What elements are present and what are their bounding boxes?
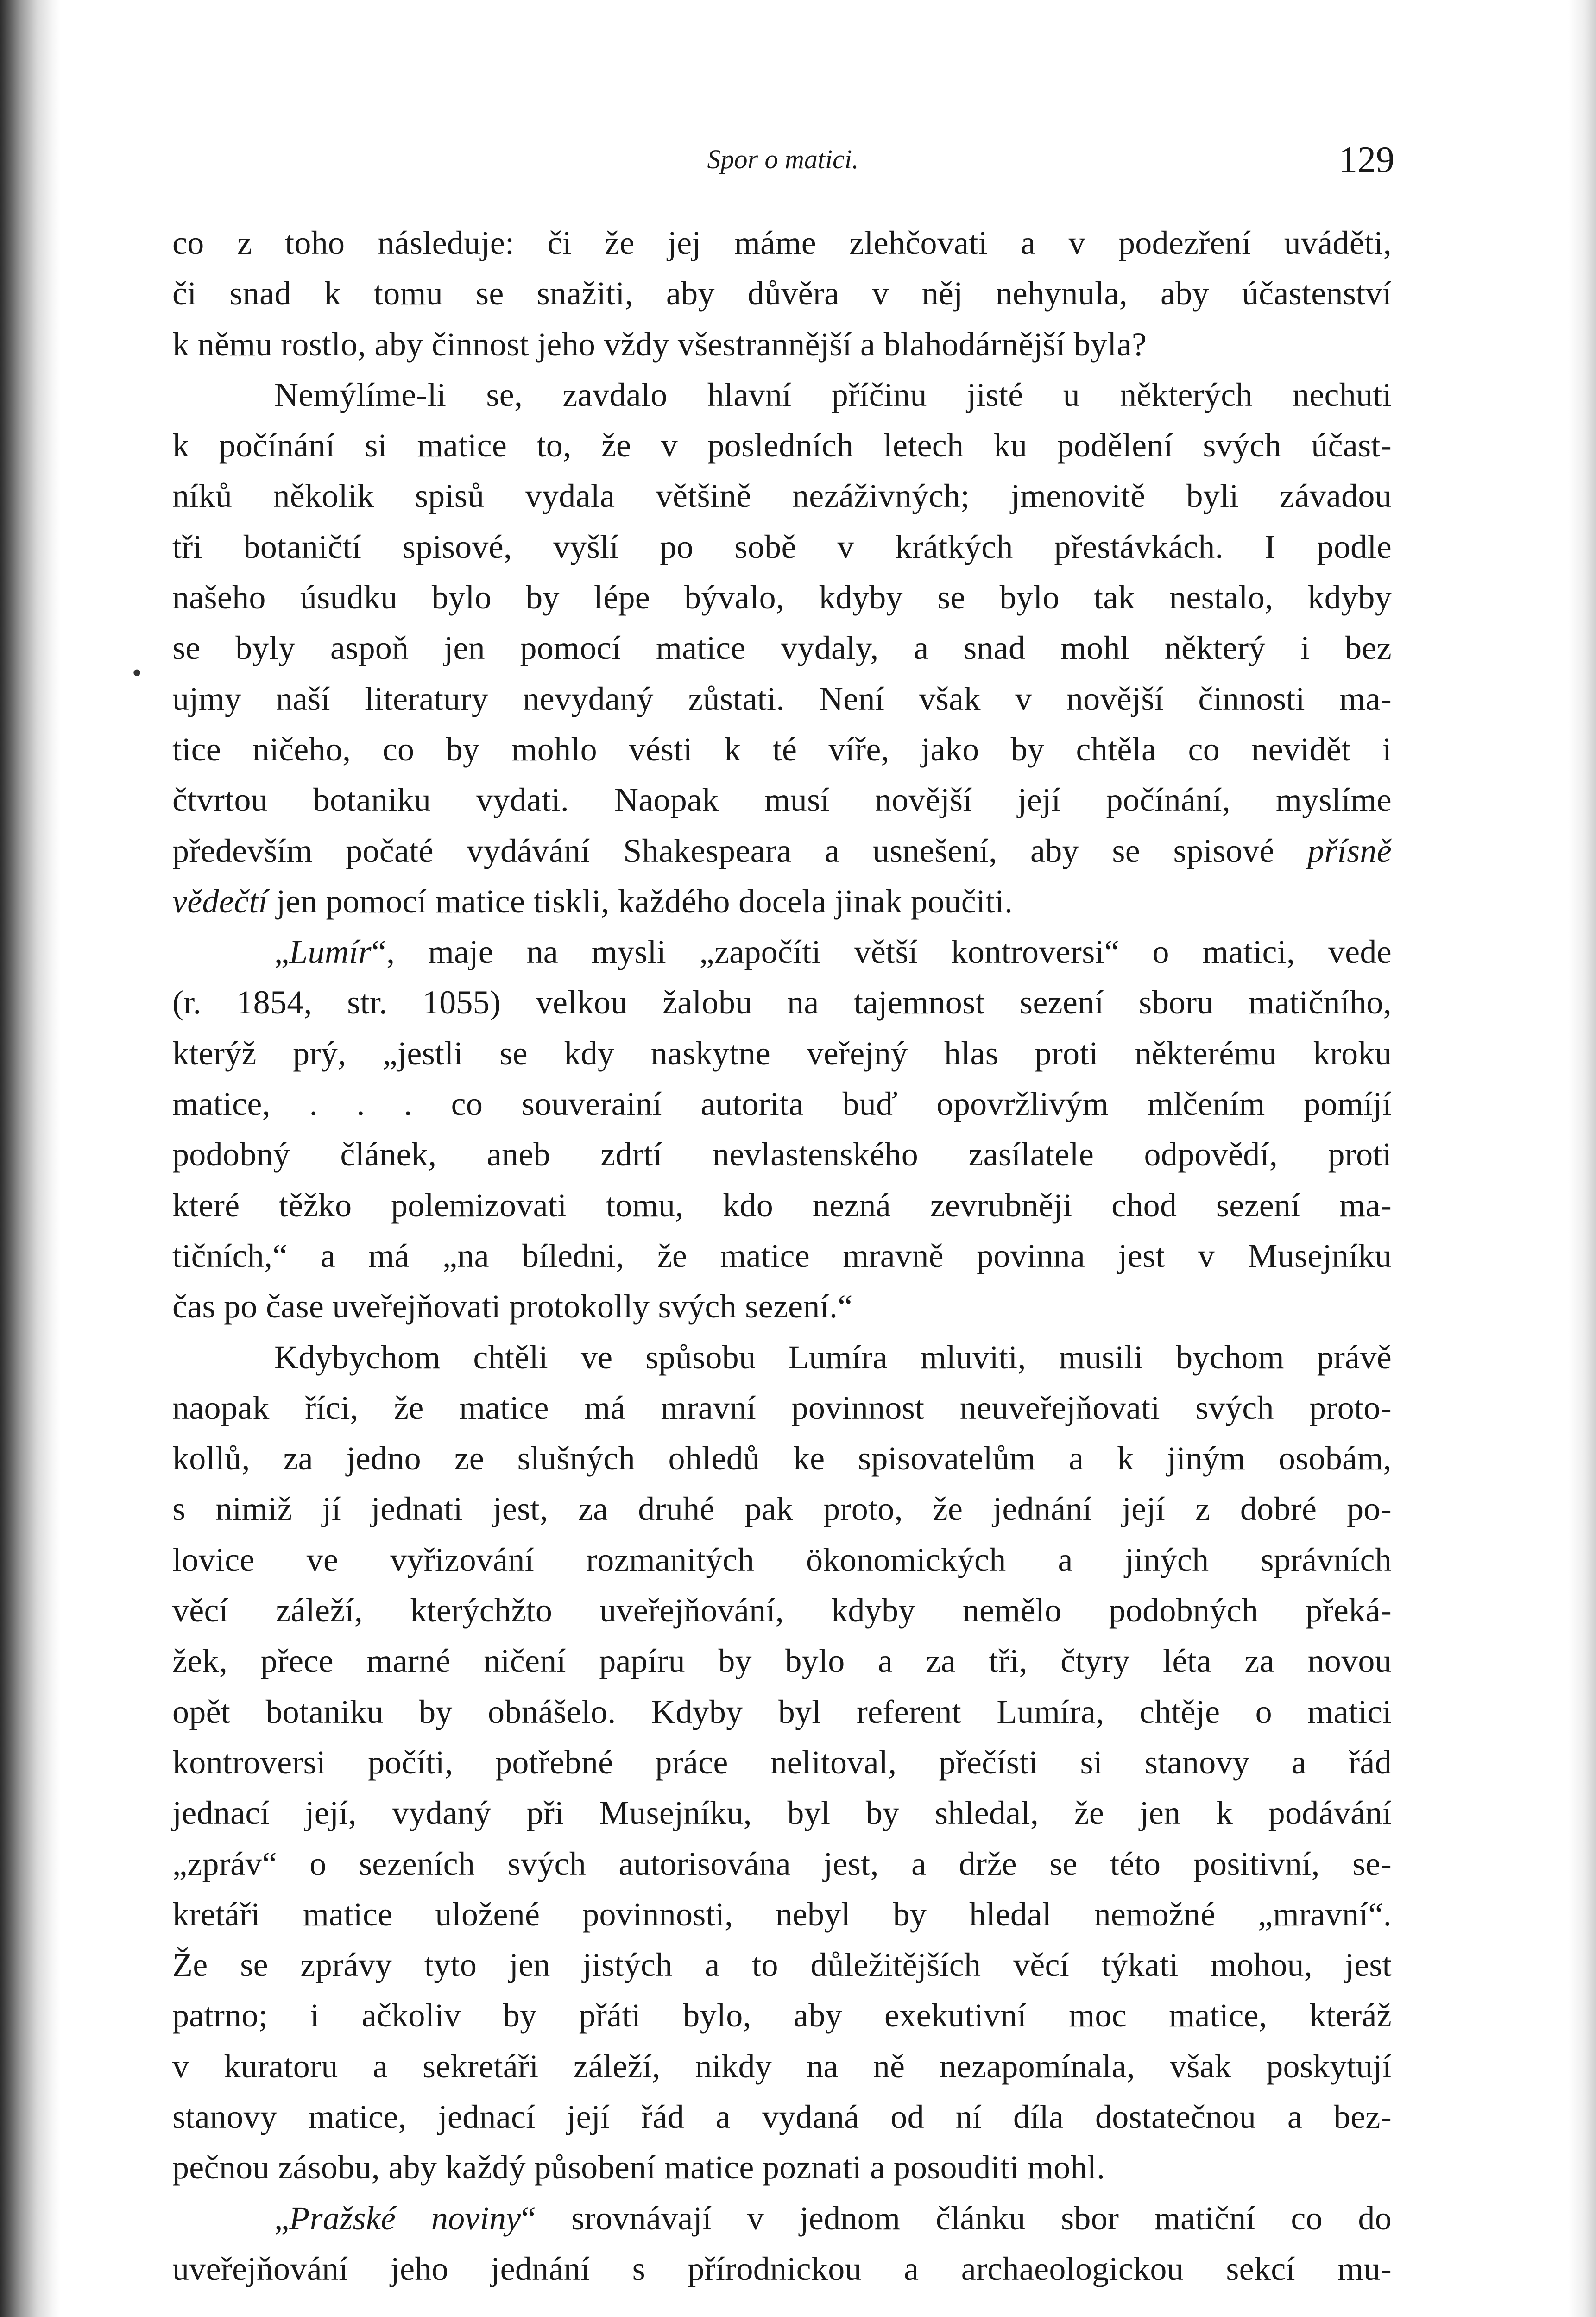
text-line: níků několik spisů vydala většině nezáživných; jmenovitě byli závadou bbox=[172, 477, 1392, 515]
text-line: kretáři matice uložené povinnosti, nebyl by hledal nemožné „mravní“. bbox=[172, 1895, 1392, 1933]
text-line: tičních,“ a má „na bíledni, že matice mravně povinna jest v Musejníku bbox=[172, 1237, 1392, 1274]
italic-prazske-noviny: Pražské noviny bbox=[289, 2199, 521, 2237]
text-line: k počínání si matice to, že v posledních letech ku podělení svých účast- bbox=[172, 427, 1392, 464]
text-line: jednací její, vydaný při Musejníku, byl by shledal, že jen k podávání bbox=[172, 1794, 1392, 1832]
text-line: patrno; i ačkoliv by přáti bylo, aby exekutivní moc matice, kteráž bbox=[172, 1997, 1392, 2034]
text-line: tři botaničtí spisové, vyšlí po sobě v krátkých přestávkách. I podle bbox=[172, 528, 1392, 565]
text-line: podobný článek, aneb zdrtí nevlastenského zasílatele odpovědí, proti bbox=[172, 1136, 1392, 1173]
text-line: či snad k tomu se snažiti, aby důvěra v něj nehynula, aby účastenství bbox=[172, 275, 1392, 312]
text-line: k němu rostlo, aby činnost jeho vždy všestrannější a blahodárnější byla? bbox=[172, 325, 1147, 363]
margin-mark: • bbox=[132, 658, 142, 688]
page-header bbox=[171, 139, 1394, 195]
text-line: Že se zprávy tyto jen jistých a to důležitějších věcí týkati mohou, jest bbox=[172, 1946, 1392, 1984]
text-line: Nemýlíme-li se, zavdalo hlavní příčinu jisté u některých nechuti bbox=[274, 376, 1392, 413]
text-line: kollů, za jedno ze slušných ohledů ke spisovatelům a k jiným osobám, bbox=[172, 1440, 1392, 1477]
text-line: kterýž prý, „jestli se kdy naskytne veřejný hlas proti některému kroku bbox=[172, 1034, 1392, 1072]
italic-vedecti: vědečtí bbox=[172, 882, 268, 920]
text-line: tice ničeho, co by mohlo vésti k té víře, jako by chtěla co nevidět i bbox=[172, 730, 1392, 768]
line-14-text: jen pomocí matice tiskli, každého docela jinak poučiti. bbox=[267, 882, 1013, 920]
text-line: ujmy naší literatury nevydaný zůstati. Není však v novější činnosti ma- bbox=[172, 680, 1392, 717]
text-line: žek, přece marné ničení papíru by bylo a za tři, čtyry léta za novou bbox=[172, 1642, 1392, 1680]
italic-prisne: přísně bbox=[1307, 832, 1392, 869]
scan-edge-left bbox=[0, 0, 60, 2317]
text-line: Kdybychom chtěli ve spůsobu Lumíra mluviti, musili bychom právě bbox=[274, 1338, 1392, 1376]
text-line: matice, . . . co souverainí autorita buď opovržlivým mlčením pomíjí bbox=[172, 1085, 1392, 1123]
text-line: v kuratoru a sekretáři záleží, nikdy na ně nezapomínala, však poskytují bbox=[172, 2047, 1392, 2085]
line-40-text: “ srovnávají v jednom článku sbor matiční co do bbox=[521, 2199, 1392, 2237]
text-line: co z toho následuje: či že jej máme zlehčovati a v podezření uváděti, bbox=[172, 224, 1392, 261]
text-line: kontroversi počíti, potřebné práce nelitoval, přečísti si stanovy a řád bbox=[172, 1743, 1392, 1781]
line-13-text: především počaté vydávání Shakespeara a usnešení, aby se spisové bbox=[172, 832, 1308, 869]
italic-lumir: Lumír bbox=[289, 933, 372, 971]
text-line: se byly aspoň jen pomocí matice vydaly, a snad mohl některý i bez bbox=[172, 629, 1392, 667]
text-line: „Lumír“, maje na mysli „započíti větší kontroversi“ o matici, vede bbox=[274, 933, 1392, 971]
text-line: čas po čase uveřejňovati protokolly svých sezení.“ bbox=[172, 1288, 853, 1325]
line-15-text: “, maje na mysli „započíti větší kontroversi“ o matici, vede bbox=[371, 933, 1392, 971]
text-line: našeho úsudku bylo by lépe bývalo, kdyby se bylo tak nestalo, kdyby bbox=[172, 579, 1392, 616]
page-number: 129 bbox=[1339, 139, 1394, 180]
text-line: „zpráv“ o sezeních svých autorisována jest, a drže se této positivní, se- bbox=[172, 1845, 1392, 1882]
text-line: stanovy matice, jednací její řád a vydaná od ní díla dostatečnou a bez- bbox=[172, 2098, 1392, 2135]
text-line: uveřejňování jeho jednání s přírodnickou a archaeologickou sekcí mu- bbox=[172, 2250, 1392, 2287]
text-line: věcí záleží, kterýchžto uveřejňování, kdyby nemělo podobných překá- bbox=[172, 1592, 1392, 1629]
text-line: které těžko polemizovati tomu, kdo nezná zevrubněji chod sezení ma- bbox=[172, 1186, 1392, 1224]
text-line bbox=[172, 826, 1392, 876]
text-line: „Pražské noviny“ srovnávají v jednom článku sbor matiční co do bbox=[274, 2199, 1392, 2237]
text-line bbox=[172, 876, 1392, 927]
text-line: pečnou zásobu, aby každý působení matice poznati a posouditi mohl. bbox=[172, 2149, 1105, 2186]
text-line: naopak říci, že matice má mravní povinnost neuveřejňovati svých proto- bbox=[172, 1389, 1392, 1426]
text-line: opět botaniku by obnášelo. Kdyby byl referent Lumíra, chtěje o matici bbox=[172, 1693, 1392, 1730]
body-text bbox=[172, 218, 1392, 2294]
text-line: s nimiž jí jednati jest, za druhé pak proto, že jednání její z dobré po- bbox=[172, 1490, 1392, 1528]
scan-edge-right bbox=[1568, 0, 1596, 2317]
running-title: Spor o matici. bbox=[707, 144, 859, 174]
text-line: (r. 1854, str. 1055) velkou žalobu na tajemnost sezení sboru matičního, bbox=[172, 984, 1392, 1021]
text-line: lovice ve vyřizování rozmanitých ökonomických a jiných správních bbox=[172, 1541, 1392, 1578]
text-line: čtvrtou botaniku vydati. Naopak musí novější její počínání, myslíme bbox=[172, 781, 1392, 819]
